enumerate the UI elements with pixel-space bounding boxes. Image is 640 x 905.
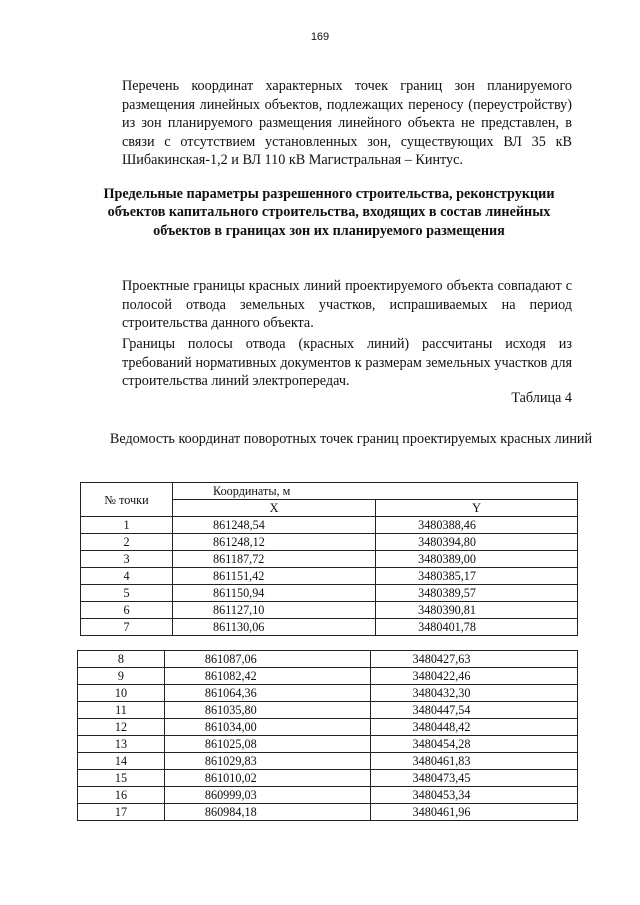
intro-paragraph-text: Перечень координат характерных точек границ зон планируемого размещения линейных объектов, подлежащих переносу (переустройству) из зон планируемого размещения линейного объекта не представлен, в связи с отсутствием установленных зон, существующих ВЛ 35 кВ Шибакинская-1,2 и ВЛ 110 кВ Магистральная – Кинтус. — [122, 78, 572, 169]
page-number: 169 — [310, 31, 330, 43]
table-row — [78, 736, 578, 753]
cell-point-number: 7 — [81, 619, 173, 636]
header-coordinates: Координаты, м — [173, 483, 578, 500]
cell-point-number: 11 — [78, 702, 165, 719]
cell-x: 861150,94 — [173, 585, 376, 602]
cell-y: 3480461,96 — [370, 804, 577, 821]
cell-point-number: 16 — [78, 787, 165, 804]
header-y: Y — [376, 500, 578, 517]
table-label: Таблица 4 — [511, 390, 572, 406]
table-row — [81, 534, 578, 551]
table-row — [78, 651, 578, 668]
intro-paragraph — [86, 77, 572, 170]
cell-y: 3480390,81 — [376, 602, 578, 619]
cell-x: 861087,06 — [164, 651, 370, 668]
cell-x: 861130,06 — [173, 619, 376, 636]
cell-point-number: 1 — [81, 517, 173, 534]
section-heading: Предельные параметры разрешенного строительства, реконструкции объектов капитального строительства, входящих в состав линейных объектов в границах зон их планируемого размещения — [103, 186, 555, 239]
cell-y: 3480448,42 — [370, 719, 577, 736]
cell-y: 3480394,80 — [376, 534, 578, 551]
cell-y: 3480427,63 — [370, 651, 577, 668]
table-row — [81, 551, 578, 568]
cell-y: 3480461,83 — [370, 753, 577, 770]
table-row — [78, 668, 578, 685]
cell-point-number: 5 — [81, 585, 173, 602]
header-point-number: № точки — [81, 483, 173, 517]
cell-point-number: 14 — [78, 753, 165, 770]
cell-x: 860984,18 — [164, 804, 370, 821]
cell-x: 861248,12 — [173, 534, 376, 551]
cell-point-number: 13 — [78, 736, 165, 753]
cell-y: 3480453,34 — [370, 787, 577, 804]
cell-y: 3480432,30 — [370, 685, 577, 702]
cell-x: 861034,00 — [164, 719, 370, 736]
table-row — [78, 753, 578, 770]
cell-point-number: 3 — [81, 551, 173, 568]
cell-point-number: 10 — [78, 685, 165, 702]
cell-x: 861151,42 — [173, 568, 376, 585]
cell-x: 861248,54 — [173, 517, 376, 534]
cell-x: 861035,80 — [164, 702, 370, 719]
cell-y: 3480389,57 — [376, 585, 578, 602]
table-row — [81, 517, 578, 534]
cell-x: 861187,72 — [173, 551, 376, 568]
cell-x: 861064,36 — [164, 685, 370, 702]
cell-point-number: 12 — [78, 719, 165, 736]
paragraph-red-lines — [86, 277, 572, 333]
table-row — [81, 568, 578, 585]
cell-y: 3480447,54 — [370, 702, 577, 719]
cell-x: 861082,42 — [164, 668, 370, 685]
cell-y: 3480473,45 — [370, 770, 577, 787]
cell-y: 3480385,17 — [376, 568, 578, 585]
coordinates-table-bottom — [77, 650, 578, 821]
cell-point-number: 15 — [78, 770, 165, 787]
cell-y: 3480388,46 — [376, 517, 578, 534]
table-header-row — [81, 483, 578, 500]
cell-y: 3480422,46 — [370, 668, 577, 685]
cell-point-number: 4 — [81, 568, 173, 585]
cell-y: 3480454,28 — [370, 736, 577, 753]
cell-x: 861029,83 — [164, 753, 370, 770]
cell-y: 3480401,78 — [376, 619, 578, 636]
table-row — [78, 787, 578, 804]
cell-point-number: 17 — [78, 804, 165, 821]
coordinates-table-top — [80, 482, 578, 636]
paragraph-allotment-text: Границы полосы отвода (красных линий) рассчитаны исходя из требований нормативных документов к размерам земельных участков для строительства линий электропередач. — [122, 336, 572, 390]
cell-point-number: 2 — [81, 534, 173, 551]
cell-x: 861010,02 — [164, 770, 370, 787]
cell-point-number: 6 — [81, 602, 173, 619]
cell-x: 860999,03 — [164, 787, 370, 804]
table-row — [81, 619, 578, 636]
table-row — [78, 804, 578, 821]
table-row — [81, 585, 578, 602]
paragraph-red-lines-text: Проектные границы красных линий проектируемого объекта совпадают с полосой отвода земельных участков, испрашиваемых на период строительства данного объекта. — [122, 278, 572, 332]
cell-point-number: 8 — [78, 651, 165, 668]
table-row — [81, 602, 578, 619]
header-x: X — [173, 500, 376, 517]
table-title: Ведомость координат поворотных точек границ проектируемых красных линий — [109, 431, 593, 447]
table-row — [78, 702, 578, 719]
cell-x: 861025,08 — [164, 736, 370, 753]
table-row — [78, 719, 578, 736]
table-row — [78, 685, 578, 702]
cell-x: 861127,10 — [173, 602, 376, 619]
cell-y: 3480389,00 — [376, 551, 578, 568]
paragraph-allotment — [86, 335, 572, 391]
table-row — [78, 770, 578, 787]
cell-point-number: 9 — [78, 668, 165, 685]
